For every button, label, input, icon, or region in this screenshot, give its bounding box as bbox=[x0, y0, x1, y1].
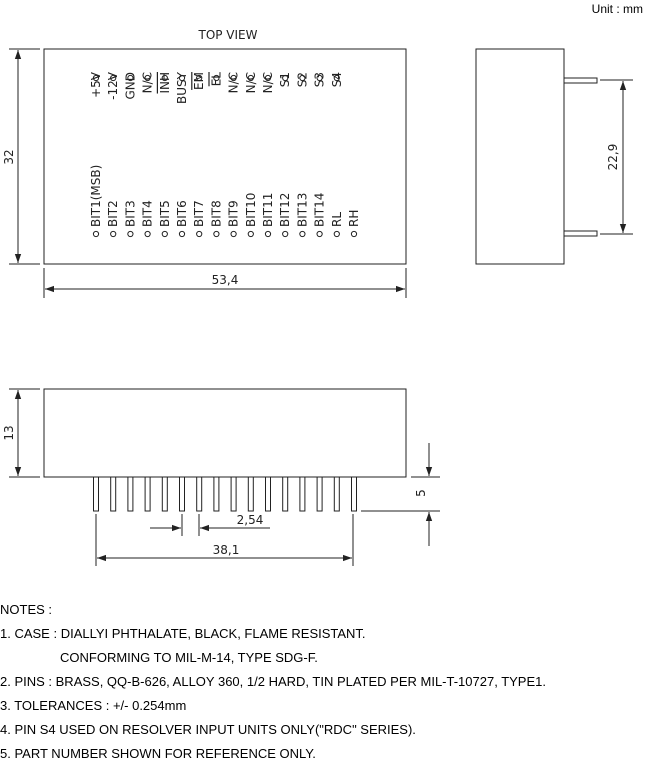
note-4: 4. PIN S4 USED ON RESOLVER INPUT UNITS ONLY("RDC" SERIES). bbox=[0, 722, 416, 737]
pin-marker-bit1-msb bbox=[93, 231, 98, 236]
front-pin-bit1-msb bbox=[94, 477, 99, 511]
pin-label-bit12: BIT12 bbox=[278, 192, 293, 227]
front-view-pitch-label: 2,54 bbox=[236, 513, 264, 527]
pin-label-s1: S1 bbox=[278, 72, 293, 88]
front-pin-bit11 bbox=[266, 477, 271, 511]
front-pin-bit5 bbox=[162, 477, 167, 511]
pin-marker-bit4 bbox=[145, 231, 150, 236]
pin-marker-bit9 bbox=[231, 231, 236, 236]
pin-label-n-c: N/C bbox=[140, 72, 155, 94]
pin-label-n-c: N/C bbox=[243, 72, 258, 94]
pin-label-bit13: BIT13 bbox=[295, 192, 310, 227]
pin-marker-bit6 bbox=[179, 231, 184, 236]
bottom-row-pins bbox=[89, 165, 361, 237]
pin-label-12v: -12V bbox=[106, 72, 121, 100]
pin-label-rh: RH bbox=[347, 209, 361, 227]
pin-marker-bit3 bbox=[128, 231, 133, 236]
pin-label-busy: BUSY bbox=[175, 72, 189, 104]
pin-marker-bit10 bbox=[248, 231, 253, 236]
front-pin-bit2 bbox=[111, 477, 116, 511]
notes-heading: NOTES : bbox=[0, 602, 53, 617]
pin-label-s2: S2 bbox=[295, 72, 310, 88]
pin-label-bit5: BIT5 bbox=[157, 200, 172, 227]
pin-label-n-c: N/C bbox=[226, 72, 241, 94]
front-pin-bit3 bbox=[128, 477, 133, 511]
pin-label-gnd: GND bbox=[123, 72, 138, 100]
front-pin-bit12 bbox=[283, 477, 288, 511]
pin-marker-rh bbox=[351, 231, 356, 236]
notes-block bbox=[0, 598, 546, 766]
pin-marker-bit8 bbox=[214, 231, 219, 236]
front-view-height-label: 13 bbox=[2, 425, 16, 441]
front-pin-bit6 bbox=[180, 477, 185, 511]
pin-label-bit2: BIT2 bbox=[106, 200, 121, 227]
front-view-span-label: 38,1 bbox=[212, 543, 240, 557]
pin-label-bit1-msb: BIT1(MSB) bbox=[89, 164, 103, 227]
note-5: 5. PART NUMBER SHOWN FOR REFERENCE ONLY. bbox=[0, 746, 316, 761]
pin-marker-bit14 bbox=[317, 231, 322, 236]
pin-marker-rl bbox=[334, 231, 339, 236]
note-2: 2. PINS : BRASS, QQ-B-626, ALLOY 360, 1/2 HARD, TIN PLATED PER MIL-T-10727, TYPE1. bbox=[0, 674, 546, 689]
side-view-upper-pin bbox=[564, 78, 597, 83]
front-view-pin-length-label: 5 bbox=[414, 489, 428, 497]
pin-marker-bit5 bbox=[162, 231, 167, 236]
top-view-width-label: 53,4 bbox=[211, 273, 239, 287]
pin-label-5v: +5V bbox=[89, 72, 103, 98]
pin-label-bit7: BIT7 bbox=[192, 200, 207, 227]
top-view-height-label: 32 bbox=[2, 149, 16, 165]
top-view-width-dimension bbox=[44, 268, 406, 298]
pin-marker-bit2 bbox=[111, 231, 116, 236]
front-pin-bit10 bbox=[248, 477, 253, 511]
top-row-pins bbox=[89, 71, 344, 104]
note-3: 3. TOLERANCES : +/- 0.254mm bbox=[0, 698, 187, 713]
pin-label-bit4: BIT4 bbox=[140, 200, 155, 227]
side-view bbox=[476, 49, 633, 264]
pin-label-rl: RL bbox=[329, 211, 344, 227]
front-view bbox=[2, 389, 440, 566]
front-pin-bit13 bbox=[300, 477, 305, 511]
pin-label-bit9: BIT9 bbox=[226, 200, 241, 227]
side-view-outline bbox=[476, 49, 564, 264]
note-1: 1. CASE : DIALLYI PHTHALATE, BLACK, FLAME RESISTANT. bbox=[0, 626, 366, 641]
top-view-title: TOP VIEW bbox=[198, 28, 258, 42]
pin-label-inh: INH bbox=[157, 72, 172, 94]
front-pin-bit4 bbox=[145, 477, 150, 511]
pin-marker-bit13 bbox=[300, 231, 305, 236]
top-view-height-dimension bbox=[2, 49, 40, 264]
side-view-pin-spacing-label: 22,9 bbox=[606, 143, 620, 171]
pin-marker-bit7 bbox=[197, 231, 202, 236]
pin-label-bit6: BIT6 bbox=[175, 200, 189, 227]
front-pin-bit7 bbox=[197, 477, 202, 511]
note-1-continuation: CONFORMING TO MIL-M-14, TYPE SDG-F. bbox=[60, 650, 318, 665]
pin-label-bit3: BIT3 bbox=[123, 200, 138, 227]
pin-label-bit14: BIT14 bbox=[312, 192, 327, 227]
unit-label: Unit : mm bbox=[591, 2, 643, 16]
front-pin-bit14 bbox=[317, 477, 322, 511]
front-view-pins bbox=[94, 477, 357, 511]
pin-marker-bit11 bbox=[265, 231, 270, 236]
front-view-outline bbox=[44, 389, 406, 477]
front-pin-bit8 bbox=[214, 477, 219, 511]
side-view-lower-pin bbox=[564, 231, 597, 236]
front-pin-rh bbox=[352, 477, 357, 511]
pin-label-em: EM bbox=[192, 72, 207, 90]
pin-label-s4: S4 bbox=[329, 72, 344, 88]
pin-label-n-c: N/C bbox=[261, 72, 275, 94]
pin-label-bit11: BIT11 bbox=[261, 192, 275, 227]
pin-marker-bit12 bbox=[283, 231, 288, 236]
front-pin-rl bbox=[334, 477, 339, 511]
pin-label-bit8: BIT8 bbox=[209, 200, 224, 227]
pin-label-el: EL bbox=[209, 72, 224, 87]
pin-label-s3: S3 bbox=[312, 72, 327, 88]
front-pin-bit9 bbox=[231, 477, 236, 511]
pin-label-bit10: BIT10 bbox=[243, 192, 258, 227]
